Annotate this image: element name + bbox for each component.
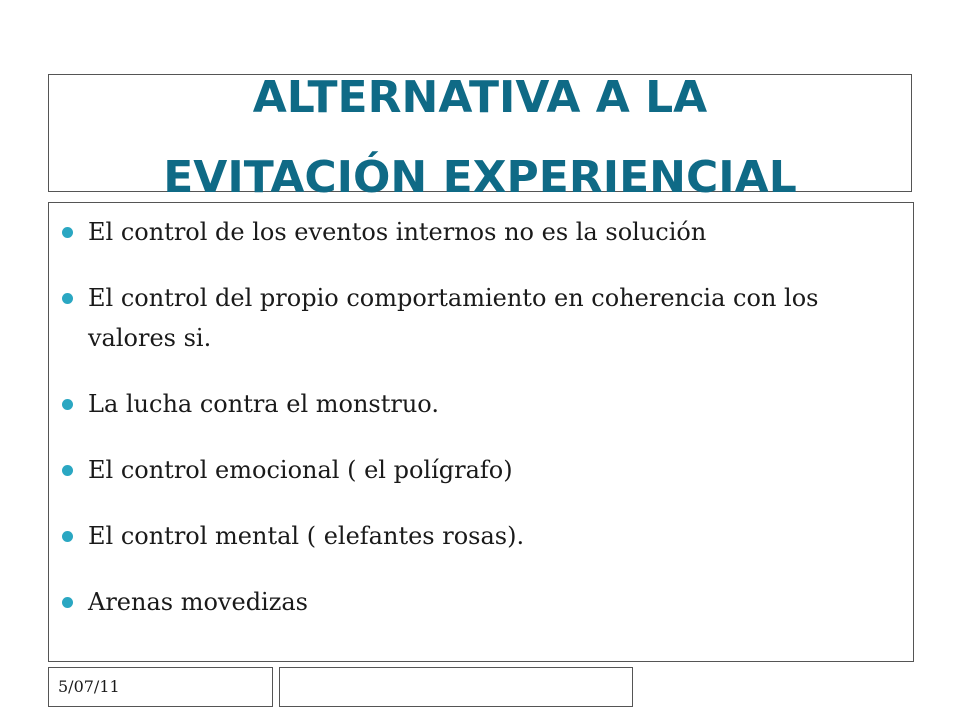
- bullet-dot-icon: [62, 227, 73, 238]
- bullet-dot-icon: [62, 531, 73, 542]
- bullet-dot-icon: [62, 293, 73, 304]
- footer-center-frame: [279, 667, 633, 707]
- bullet-text: El control del propio comportamiento en coherencia con los valores si.: [88, 284, 819, 352]
- bullet-text: La lucha contra el monstruo.: [88, 390, 439, 418]
- slide-title: [48, 58, 912, 218]
- bullet-text: El control mental ( elefantes rosas).: [88, 522, 525, 550]
- bullet-item: [54, 450, 884, 490]
- bullet-item: [54, 384, 884, 424]
- bullet-dot-icon: [62, 465, 73, 476]
- bullet-list: [54, 212, 884, 622]
- bullet-dot-icon: [62, 399, 73, 410]
- bullet-text: Arenas movedizas: [88, 588, 308, 616]
- bullet-item: [54, 582, 884, 622]
- bullet-item: [54, 212, 884, 252]
- title-line-1: ALTERNATIVA A LA: [252, 72, 708, 123]
- bullet-item: [54, 278, 884, 358]
- bullet-dot-icon: [62, 597, 73, 608]
- footer-date: 5/07/11: [58, 677, 120, 696]
- title-line-2: EVITACIÓN EXPERIENCIAL: [163, 152, 797, 203]
- bullet-text: El control emocional ( el polígrafo): [88, 456, 513, 484]
- bullet-text: El control de los eventos internos no es la solución: [88, 218, 707, 246]
- bullet-item: [54, 516, 884, 556]
